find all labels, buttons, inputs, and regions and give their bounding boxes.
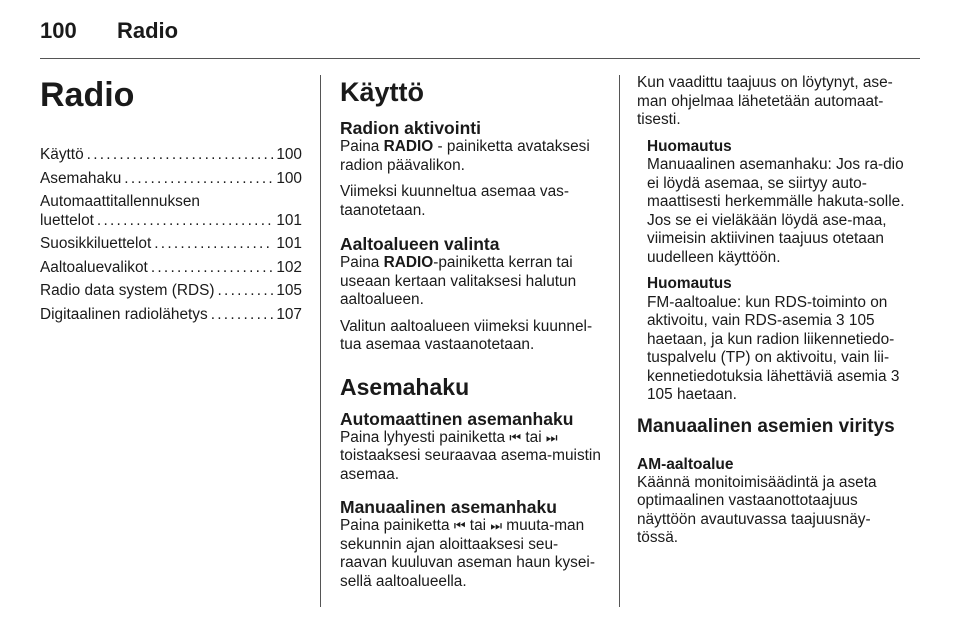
paragraph: Paina RADIO-painiketta kerran tai useaan kertaan valitaksesi halutun aaltoalueen.	[340, 254, 577, 308]
note-title: Huomautus	[647, 137, 732, 155]
prev-track-icon: ⏮	[453, 518, 466, 533]
toc-column	[40, 74, 302, 329]
section-heading-manual-tuning: Manuaalinen asemien viritys	[637, 415, 895, 437]
paragraph: Valitun aaltoalueen viimeksi kuunnel-tua asemaa vastaanotetaan.	[340, 317, 593, 353]
paragraph: Viimeksi kuunneltua asemaa vas-taanotetaan.	[340, 183, 569, 219]
note-box	[647, 275, 905, 405]
note-text: FM-aaltoalue: kun RDS-toiminto on aktivoitu, vain RDS-asemia 3 105 haetaan, ja kun radion liikennetiedo-tuspalvelu (TP) on aktivoitu, vain lii-kennetiedotuksia lähettäviä asemia 3 105 haetaan.	[647, 293, 900, 403]
toc-entry[interactable]: Radio data system (RDS) . . . 105	[40, 282, 302, 301]
toc-entry[interactable]: Käyttö . . . 100	[40, 146, 302, 165]
paragraph: Paina painiketta ⏮ tai ⏭ muuta-man sekunnin ajan aloittaaksesi seu-raavan kuuluvan aseman haun kysei-sellä aaltoalueella.	[340, 517, 595, 590]
paragraph: Kun vaadittu taajuus on löytynyt, ase-man ohjelmaa lähetetään automaat-tisesti.	[637, 74, 893, 128]
note-box	[647, 138, 905, 268]
paragraph: Paina lyhyesti painiketta ⏮ tai ⏭ toistaaksesi seuraavaa asema-muistin asemaa.	[340, 428, 601, 483]
note-text: Manuaalinen asemanhaku: Jos ra-dio ei löydä asemaa, se siirtyy auto-maattisesti herkemmälle hakuta-solle. Jos se ei vieläkään löydä ase-maa, viimeisin aktiivinen taajuus otetaan uudelleen käyttöön.	[647, 156, 905, 266]
toc-entry-line1[interactable]: Automaattitallennuksen	[40, 193, 200, 210]
paragraph: Käännä monitoimisäädintä ja aseta optimaalinen vastaanottotaajuus näyttöön avautuvassa taajuusnäy-tössä.	[637, 473, 877, 546]
subheading-auto-search: Automaattinen asemanhaku	[340, 408, 574, 429]
section-heading-asemahaku: Asemahaku	[340, 373, 470, 400]
page-reference-link[interactable]: 3 105	[836, 312, 875, 329]
running-title: Radio	[117, 18, 179, 43]
column-divider	[619, 75, 620, 607]
chapter-title: Radio	[40, 76, 135, 114]
toc-entry[interactable]: Suosikkiluettelot . . . 101	[40, 235, 302, 254]
subheading-manual-search: Manuaalinen asemanhaku	[340, 497, 557, 517]
column-divider	[320, 75, 321, 607]
prev-track-icon: ⏮	[509, 429, 522, 445]
toc-entry[interactable]: Digitaalinen radiolähetys . . . 107	[40, 306, 302, 325]
page-reference-link[interactable]: 3 105	[647, 367, 900, 403]
subheading-band: Aaltoalueen valinta	[340, 234, 500, 254]
toc-entry[interactable]: Asemahaku . . . 100	[40, 170, 302, 189]
next-track-icon: ⏭	[545, 429, 558, 445]
subheading-activation: Radion aktivointi	[340, 118, 481, 138]
page-number: 100	[40, 18, 77, 43]
main-column	[340, 74, 604, 599]
toc-entry[interactable]: luettelot . . . 101	[40, 212, 302, 231]
toc-entry[interactable]: Aaltoaluevalikot . . . 102	[40, 259, 302, 278]
subheading-am-band: AM-aaltoalue	[637, 455, 734, 473]
right-column	[637, 74, 905, 556]
section-heading-kaytto: Käyttö	[340, 77, 425, 107]
header-rule	[40, 58, 920, 59]
radio-button-label: RADIO	[383, 138, 434, 155]
radio-button-label: RADIO	[383, 254, 434, 271]
note-title: Huomautus	[647, 275, 732, 292]
paragraph: Paina RADIO - painiketta avataksesi radion päävalikon.	[340, 138, 590, 174]
next-track-icon: ⏭	[490, 518, 503, 533]
